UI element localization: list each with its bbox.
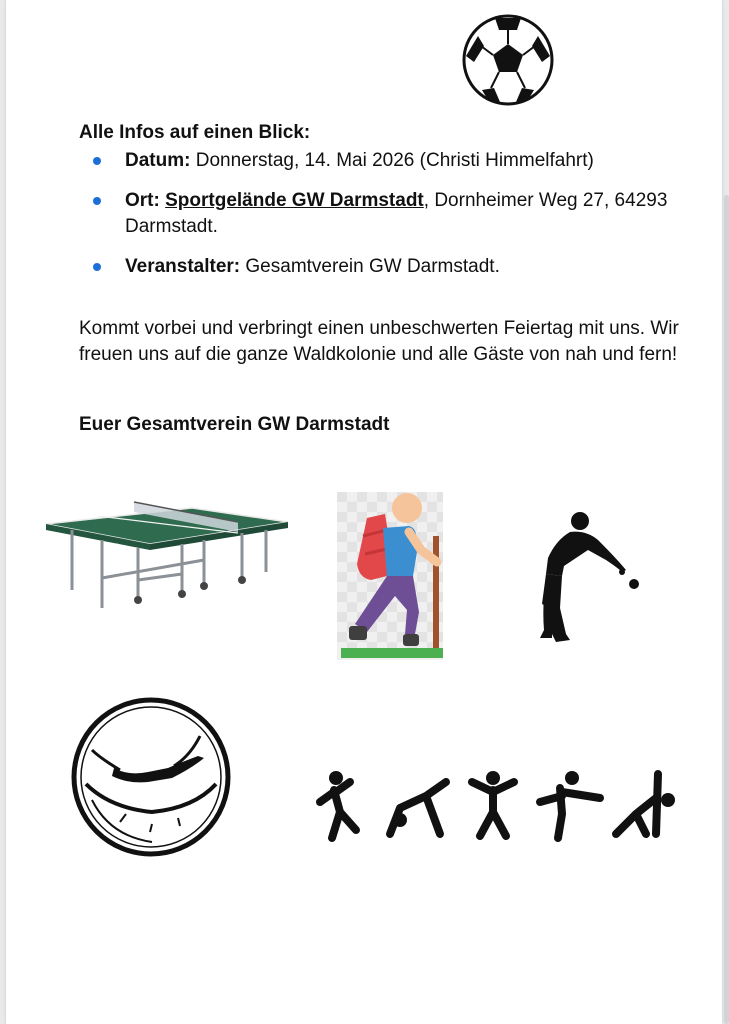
info-label: Datum: <box>125 150 191 171</box>
bullet-icon <box>93 157 101 165</box>
signature: Euer Gesamtverein GW Darmstadt <box>79 414 390 435</box>
soccer-ball-icon <box>462 14 554 106</box>
rhoenrad-gymnast-icon <box>70 696 232 858</box>
info-item-date <box>79 148 669 174</box>
hiker-icon <box>337 492 443 660</box>
bullet-icon <box>93 263 101 271</box>
venue-link[interactable]: Sportgelände GW Darmstadt <box>165 190 424 211</box>
flyer-page <box>6 0 722 1024</box>
boules-player-icon <box>536 510 642 646</box>
info-heading: Alle Infos auf einen Blick: <box>79 122 311 143</box>
table-brand: JOOLA <box>100 544 120 550</box>
info-label: Veranstalter: <box>125 256 241 277</box>
info-item-organizer <box>79 254 669 280</box>
gymnastics-figures-icon <box>310 768 678 842</box>
bullet-icon <box>93 197 101 205</box>
info-item-location <box>79 188 669 240</box>
invitation-paragraph: Kommt vorbei und verbringt einen unbeschwerten Feiertag mit uns. Wir freuen uns auf die ganze Waldkolonie und alle Gäste von nah und fern! <box>79 318 679 365</box>
info-list <box>79 148 669 280</box>
table-tennis-table-icon <box>42 500 292 612</box>
info-value: , Dornheimer Weg 27, 64293 Darmstadt. <box>125 190 668 237</box>
info-value: Gesamtverein GW Darmstadt. <box>240 256 500 277</box>
info-label: Ort: <box>125 190 160 211</box>
scrollbar[interactable] <box>724 195 729 1024</box>
info-value: Donnerstag, 14. Mai 2026 (Christi Himmelfahrt) <box>190 150 594 171</box>
